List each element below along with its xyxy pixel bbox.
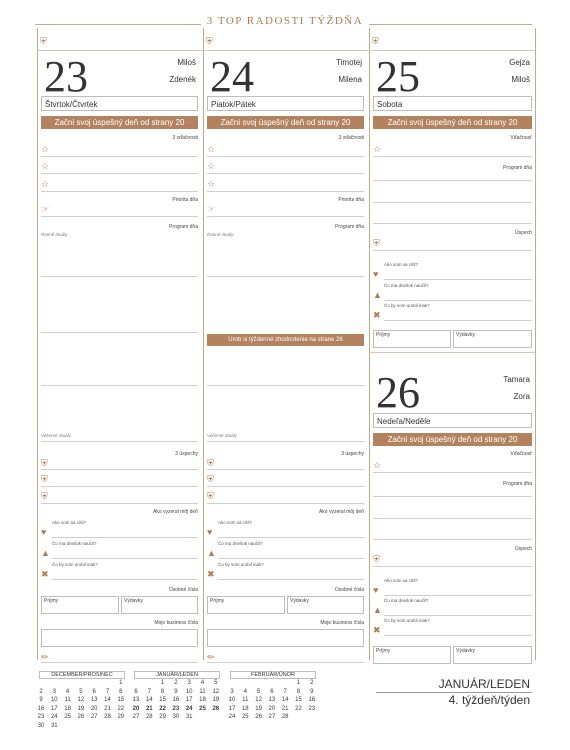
write-line[interactable]	[52, 558, 198, 559]
calendar-day: 16	[172, 697, 180, 704]
gratitude-label: 3 vďačnosti	[172, 135, 198, 141]
calendar-day: 12	[77, 697, 85, 704]
business-box[interactable]	[41, 629, 198, 647]
calendar-day: 31	[50, 723, 58, 729]
personal-label: Osobné čísla	[168, 587, 198, 593]
calendar-day: 11	[199, 688, 206, 695]
calendar-day: 22	[295, 705, 302, 712]
calendar-day: 4	[243, 688, 247, 695]
income-box[interactable]: Príjmy	[373, 330, 451, 348]
pointing-hand-icon: ☞	[207, 204, 216, 214]
expenses-box[interactable]: Výdavky	[453, 646, 532, 664]
nameday-1: Timotej	[336, 58, 362, 67]
success-label: Úspech	[515, 546, 532, 552]
write-line[interactable]	[207, 486, 364, 487]
cross-icon: ✖	[207, 569, 215, 579]
pencil-icon: ✏	[41, 652, 49, 662]
weekday-box: Sobota	[373, 96, 532, 111]
program-label: Program dňa	[335, 224, 364, 230]
write-line[interactable]	[41, 276, 198, 277]
calendar-day: 28	[281, 714, 289, 721]
calendar-day: 14	[104, 697, 111, 704]
write-line[interactable]	[207, 191, 364, 192]
learned-label: Čo ma dnešok naučil?	[218, 541, 263, 546]
start-day-band: Začni svoj úspešný deň od strany 20	[373, 433, 532, 446]
calendar-day: 3	[230, 688, 234, 695]
learned-label: Čo ma dnešok naučil?	[52, 541, 97, 546]
calendar-day: 13	[132, 697, 140, 704]
calendar-day: 1	[119, 680, 123, 686]
write-line[interactable]	[207, 441, 364, 442]
business-label: Moje business čísla	[320, 620, 364, 626]
weekday-box: Piatok/Pátek	[207, 96, 364, 111]
star-icon: ☆	[41, 161, 50, 171]
calendar-day: 21	[145, 705, 153, 712]
write-line[interactable]	[207, 173, 364, 174]
shield-icon: ⛨	[373, 554, 380, 564]
calendar-day: 7	[147, 688, 151, 695]
column-divider	[37, 28, 38, 660]
calendar-day: 15	[117, 697, 125, 704]
calendar-day: 2	[174, 680, 178, 686]
write-line[interactable]	[384, 320, 532, 321]
write-line[interactable]	[373, 250, 532, 251]
calendar-day: 21	[281, 705, 289, 712]
income-box[interactable]: Príjmy	[373, 646, 451, 664]
calendar-day: 18	[199, 697, 206, 704]
heart-icon: ♥	[373, 269, 379, 279]
calendar-title: JANUÁR/LEDEN	[134, 671, 220, 679]
calendar-day: 23	[308, 705, 316, 712]
how-day-label: Ako vyzeral môj deň	[318, 509, 364, 515]
day-number: 26	[376, 368, 420, 417]
program-label: Program dňa	[503, 165, 532, 171]
column-divider	[203, 28, 204, 660]
business-label: Moje business čísla	[154, 620, 198, 626]
write-line[interactable]	[207, 156, 364, 157]
day-separator	[369, 352, 535, 353]
star-icon: ☆	[41, 144, 50, 154]
shield-icon: ⛨	[41, 491, 48, 501]
day-number: 24	[210, 52, 254, 101]
cross-icon: ✖	[373, 310, 381, 320]
morning-label: Ranné rituály	[41, 232, 68, 237]
calendar-day: 5	[256, 688, 261, 695]
calendar-day: 11	[64, 697, 71, 704]
calendar-day: 17	[185, 697, 193, 704]
expenses-box[interactable]: Výdavky	[453, 330, 532, 348]
goal-label: Ako som sa cítil?	[384, 578, 419, 583]
calendar-day: 12	[255, 697, 262, 704]
calendar-day: 14	[281, 697, 289, 704]
write-line[interactable]	[373, 472, 532, 473]
calendar-day: 26	[255, 714, 262, 721]
calendar-day: 9	[310, 688, 314, 695]
calendar-day: 6	[134, 688, 138, 695]
calendar-day: 20	[268, 705, 276, 712]
calendar-day: 15	[295, 697, 302, 704]
calendar-day: 23	[37, 714, 45, 721]
calendar-day: 8	[296, 688, 301, 695]
write-line[interactable]	[41, 469, 198, 470]
calendar-day: 7	[283, 688, 287, 695]
calendar-day: 1	[296, 680, 301, 686]
gratitude-label: Vďačnosť	[510, 451, 532, 457]
pencil-icon: ✏	[207, 652, 215, 662]
graduation-cap-icon: ▲	[207, 548, 216, 558]
pointing-hand-icon: ☞	[41, 204, 50, 214]
write-line[interactable]	[207, 216, 364, 217]
calendar-day: 21	[104, 705, 111, 712]
evening-label: Večerné rituály	[207, 433, 237, 438]
weekday-box: Nedeľa/Neděle	[373, 413, 532, 428]
write-line[interactable]	[41, 441, 198, 442]
shield-icon: ⛨	[207, 458, 214, 468]
column-divider	[369, 28, 370, 660]
heart-icon: ♥	[373, 585, 379, 595]
calendar-day: 24	[228, 714, 236, 721]
write-line[interactable]	[41, 503, 198, 504]
calendar-day: 27	[90, 714, 98, 721]
calendar-day: 30	[37, 723, 45, 729]
calendar-day: 3	[52, 688, 56, 695]
calendar-day: 19	[212, 697, 220, 704]
heart-icon: ♥	[41, 527, 47, 537]
calendar-day: 16	[308, 697, 316, 704]
calendar-title: DECEMBER/PROSINEC	[39, 671, 125, 679]
calendar-day: 20	[132, 705, 140, 712]
calendar-day: 31	[185, 714, 193, 721]
priority-label: Priorita dňa	[172, 197, 198, 203]
successes-label: 3 úspechy	[341, 451, 364, 457]
write-line[interactable]	[52, 537, 198, 538]
learned-label: Čo ma dnešok naučil?	[384, 283, 429, 288]
shield-icon: ⛨	[207, 474, 214, 484]
seal-icon: ⛨	[206, 36, 213, 46]
calendar-day: 9	[174, 688, 178, 695]
star-icon: ☆	[207, 144, 216, 154]
better-label: Čo by som urobil inak?	[218, 562, 264, 567]
star-icon: ☆	[373, 144, 382, 154]
calendar-day: 11	[242, 697, 249, 704]
month-label: JANUÁR/LEDEN	[438, 677, 530, 691]
business-box[interactable]	[207, 629, 364, 647]
calendar-day: 23	[172, 705, 180, 712]
star-icon: ☆	[207, 179, 216, 189]
calendar-day: 24	[50, 714, 58, 721]
calendar-day: 28	[104, 714, 111, 721]
calendar-day: 24	[185, 705, 193, 712]
nameday-1: Miloš	[177, 58, 196, 67]
calendar-day: 4	[65, 688, 70, 695]
write-line[interactable]	[41, 662, 198, 663]
calendar-day: 27	[268, 714, 276, 721]
column-divider	[535, 28, 536, 660]
calendar-day: 8	[119, 688, 123, 695]
calendar-day: 28	[145, 714, 153, 721]
calendar-day: 22	[159, 705, 166, 712]
goal-label: Ako som sa cítil?	[52, 520, 87, 525]
write-line[interactable]	[41, 216, 198, 217]
calendar-day: 14	[145, 697, 153, 704]
nameday-2: Miloš	[511, 75, 530, 84]
star-icon: ☆	[41, 179, 50, 189]
day-number: 23	[44, 52, 88, 101]
nameday-1: Gejza	[509, 58, 530, 67]
calendar-day: 7	[105, 688, 110, 695]
calendar-day: 29	[159, 714, 166, 721]
write-line[interactable]	[218, 537, 364, 538]
weekly-review-band: Urob si týždenné zhodnotenie na strane 26	[207, 334, 364, 346]
calendar-day: 12	[212, 688, 220, 695]
write-line[interactable]	[373, 180, 532, 181]
write-line[interactable]	[41, 486, 198, 487]
graduation-cap-icon: ▲	[373, 290, 382, 300]
calendar-day: 3	[187, 680, 191, 686]
write-line[interactable]	[384, 279, 532, 280]
write-line[interactable]	[373, 518, 532, 519]
write-line[interactable]	[373, 202, 532, 203]
better-label: Čo by som urobil inak?	[384, 618, 430, 623]
shield-icon: ⛨	[41, 474, 48, 484]
shield-icon: ⛨	[41, 458, 48, 468]
write-line[interactable]	[218, 558, 364, 559]
weekday-box: Štvrtok/Čtvrtek	[41, 96, 198, 111]
calendar-day: 9	[39, 697, 43, 704]
star-icon: ☆	[373, 460, 382, 470]
graduation-cap-icon: ▲	[373, 605, 382, 615]
write-line[interactable]	[373, 539, 532, 540]
graduation-cap-icon: ▲	[41, 548, 50, 558]
calendar-day: 25	[64, 714, 71, 721]
successes-label: 3 úspechy	[175, 451, 198, 457]
write-line[interactable]	[384, 615, 532, 616]
how-day-label: Ako vyzeral môj deň	[152, 509, 198, 515]
income-box[interactable]: Príjmy	[207, 596, 285, 614]
page-title: 3 TOP RADOSTI TÝŽDŇA	[0, 15, 570, 27]
write-line[interactable]	[41, 156, 198, 157]
write-line[interactable]	[207, 276, 364, 277]
income-box[interactable]: Príjmy	[41, 596, 119, 614]
write-line[interactable]	[384, 635, 532, 636]
calendar-day: 6	[270, 688, 274, 695]
write-line[interactable]	[373, 496, 532, 497]
calendar-day: 25	[199, 705, 206, 712]
calendar-day: 18	[241, 705, 249, 712]
calendar-day: 10	[50, 697, 58, 704]
priority-label: Priorita dňa	[338, 197, 364, 203]
calendar-day: 29	[117, 714, 125, 721]
shield-icon: ⛨	[207, 491, 214, 501]
calendar-day: 18	[64, 705, 71, 712]
write-line[interactable]	[373, 156, 532, 157]
calendar-day: 16	[37, 705, 45, 712]
write-line[interactable]	[41, 173, 198, 174]
calendar-day: 8	[160, 688, 165, 695]
day-number: 25	[376, 52, 420, 101]
cross-icon: ✖	[41, 569, 49, 579]
write-line[interactable]	[207, 662, 364, 663]
write-line[interactable]	[373, 566, 532, 567]
write-line[interactable]	[384, 595, 532, 596]
calendar-day: 2	[39, 688, 43, 695]
calendar-day: 26	[212, 705, 220, 712]
nameday-2: Milena	[338, 75, 362, 84]
calendar-day: 10	[228, 697, 236, 704]
start-day-band: Začni svoj úspešný deň od strany 20	[41, 116, 198, 129]
calendar-day: 2	[310, 680, 314, 686]
seal-icon: ⛨	[40, 36, 47, 46]
better-label: Čo by som urobil inak?	[52, 562, 98, 567]
shield-icon: ⛨	[373, 238, 380, 248]
nameday-1: Tamara	[503, 375, 530, 384]
start-day-band: Začni svoj úspešný deň od strany 20	[373, 116, 532, 129]
calendar-day: 17	[228, 705, 236, 712]
calendar-day: 26	[77, 714, 85, 721]
calendar-day: 22	[117, 705, 125, 712]
evening-label: Večerné rituály	[41, 433, 71, 438]
calendar-day: 6	[92, 688, 96, 695]
calendar-day: 13	[90, 697, 98, 704]
cross-icon: ✖	[373, 625, 381, 635]
calendar-day: 5	[214, 680, 218, 686]
calendar-day: 20	[90, 705, 98, 712]
calendar-day: 19	[77, 705, 85, 712]
calendar-day: 25	[241, 714, 249, 721]
write-line[interactable]	[207, 503, 364, 504]
write-line[interactable]	[41, 332, 198, 333]
write-line[interactable]	[373, 223, 532, 224]
star-icon: ☆	[207, 161, 216, 171]
seal-row-line	[37, 50, 535, 51]
calendar-title: FEBRUÁR/ÚNOR	[230, 671, 316, 679]
learned-label: Čo ma dnešok naučil?	[384, 598, 429, 603]
nameday-2: Zora	[513, 392, 530, 401]
calendar-day: 19	[255, 705, 262, 712]
calendar-day: 5	[79, 688, 83, 695]
calendar-day: 1	[160, 680, 165, 686]
morning-label: Ranné rituály	[207, 232, 234, 237]
goal-label: Ako som sa cítil?	[384, 262, 419, 267]
write-line[interactable]	[41, 191, 198, 192]
calendar-day: 10	[185, 688, 193, 695]
calendar-day: 30	[172, 714, 180, 721]
expenses-box[interactable]: Výdavky	[121, 596, 198, 614]
program-label: Program dňa	[503, 481, 532, 487]
write-line[interactable]	[384, 300, 532, 301]
nameday-2: Zdenék	[169, 75, 196, 84]
program-label: Program dňa	[169, 224, 198, 230]
start-day-band: Začni svoj úspešný deň od strany 20	[207, 116, 364, 129]
success-label: Úspech	[515, 230, 532, 236]
write-line[interactable]	[207, 385, 364, 386]
write-line[interactable]	[218, 579, 364, 580]
expenses-box[interactable]: Výdavky	[287, 596, 364, 614]
personal-label: Osobné čísla	[334, 587, 364, 593]
write-line[interactable]	[52, 579, 198, 580]
better-label: Čo by som urobil inak?	[384, 303, 430, 308]
goal-label: Ako som sa cítil?	[218, 520, 253, 525]
calendar-day: 4	[200, 680, 205, 686]
write-line[interactable]	[41, 385, 198, 386]
heart-icon: ♥	[207, 527, 213, 537]
calendar-day: 13	[268, 697, 276, 704]
calendar-day: 17	[50, 705, 58, 712]
gratitude-label: Vďačnosť	[510, 135, 532, 141]
seal-icon: ⛨	[372, 36, 379, 46]
calendar-day: 27	[132, 714, 140, 721]
week-label: 4. týždeň/týden	[448, 693, 530, 707]
calendar-day: 15	[159, 697, 166, 704]
write-line[interactable]	[207, 469, 364, 470]
gratitude-label: 3 vďačnosti	[338, 135, 364, 141]
